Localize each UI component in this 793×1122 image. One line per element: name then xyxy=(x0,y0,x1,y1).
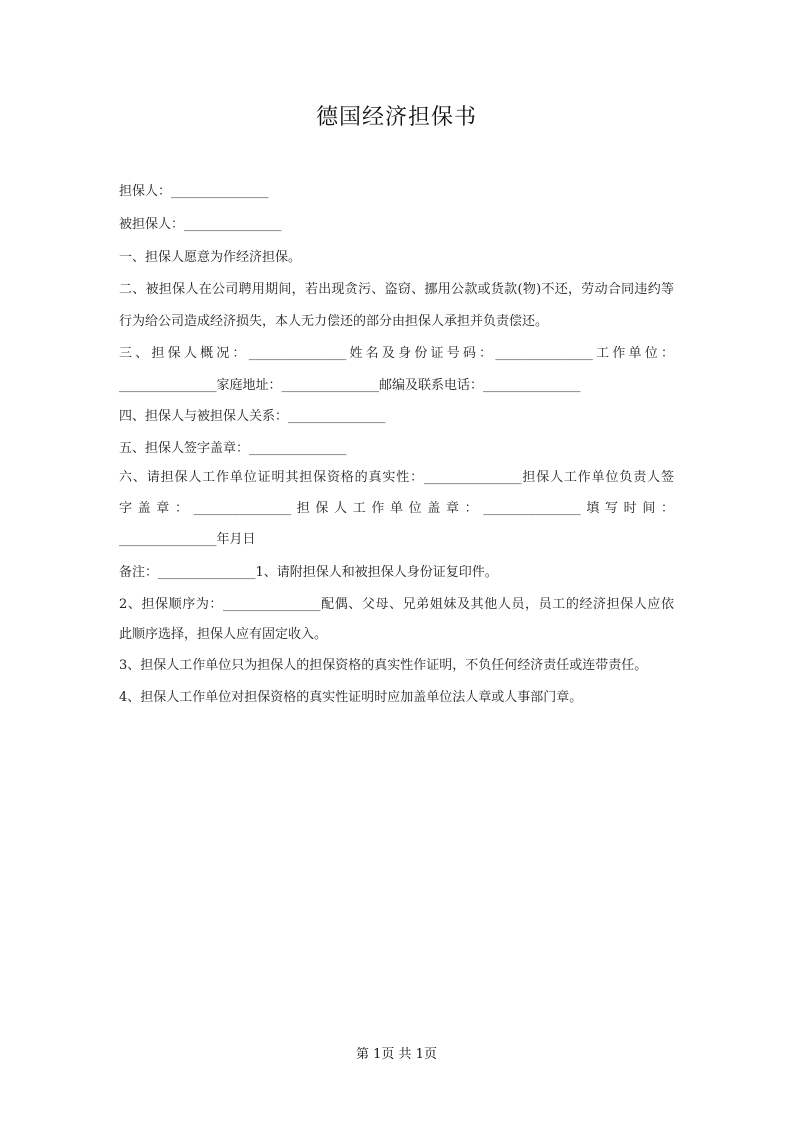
page-number: 第 1页 共 1页 xyxy=(356,1047,437,1062)
guarantor-line: 担保人：_______________ xyxy=(119,184,269,199)
clause-6-part-3: _______________年月日 xyxy=(119,532,256,547)
clause-1: 一、担保人愿意为作经济担保。 xyxy=(119,250,302,265)
document-title: 德国经济担保书 xyxy=(315,105,477,130)
clause-3-part-2: _______________家庭地址：_______________邮编及联系电话：_______________ xyxy=(119,378,581,393)
note-4: 4、担保人工作单位对担保资格的真实性证明时应加盖单位法人章或人事部门章。 xyxy=(119,690,583,705)
clause-6-part-2: 字盖章：_______________担保人工作单位盖章：_______________填写时间： xyxy=(119,501,674,516)
guaranteed-person-line: 被担保人：_______________ xyxy=(119,217,282,232)
clause-3-part-1: 三、担保人概况：_______________姓名及身份证号码：_______________工作单位： xyxy=(119,346,674,361)
clause-2-part-2: 行为给公司造成经济损失，本人无力偿还的部分由担保人承担并负责偿还。 xyxy=(119,314,549,329)
note-2-part-2: 此顺序选择，担保人应有固定收入。 xyxy=(119,627,328,642)
note-1: 备注：_______________1、请附担保人和被担保人身份证复印件。 xyxy=(119,565,498,580)
note-2-part-1: 2、担保顺序为：_______________配偶、父母、兄弟姐妹及其他人员，员工的经济担保人应依 xyxy=(119,597,674,612)
note-3: 3、担保人工作单位只为担保人的担保资格的真实性作证明，不负任何经济责任或连带责任。 xyxy=(119,658,648,673)
clause-6-part-1: 六、请担保人工作单位证明其担保资格的真实性：_______________担保人工作单位负责人签 xyxy=(119,470,674,485)
clause-2-part-1: 二、被担保人在公司聘用期间，若出现贪污、盗窃、挪用公款或货款(物)不还，劳动合同违约等 xyxy=(119,282,674,297)
clause-4: 四、担保人与被担保人关系：_______________ xyxy=(119,409,386,424)
clause-5: 五、担保人签字盖章：_______________ xyxy=(119,441,347,456)
